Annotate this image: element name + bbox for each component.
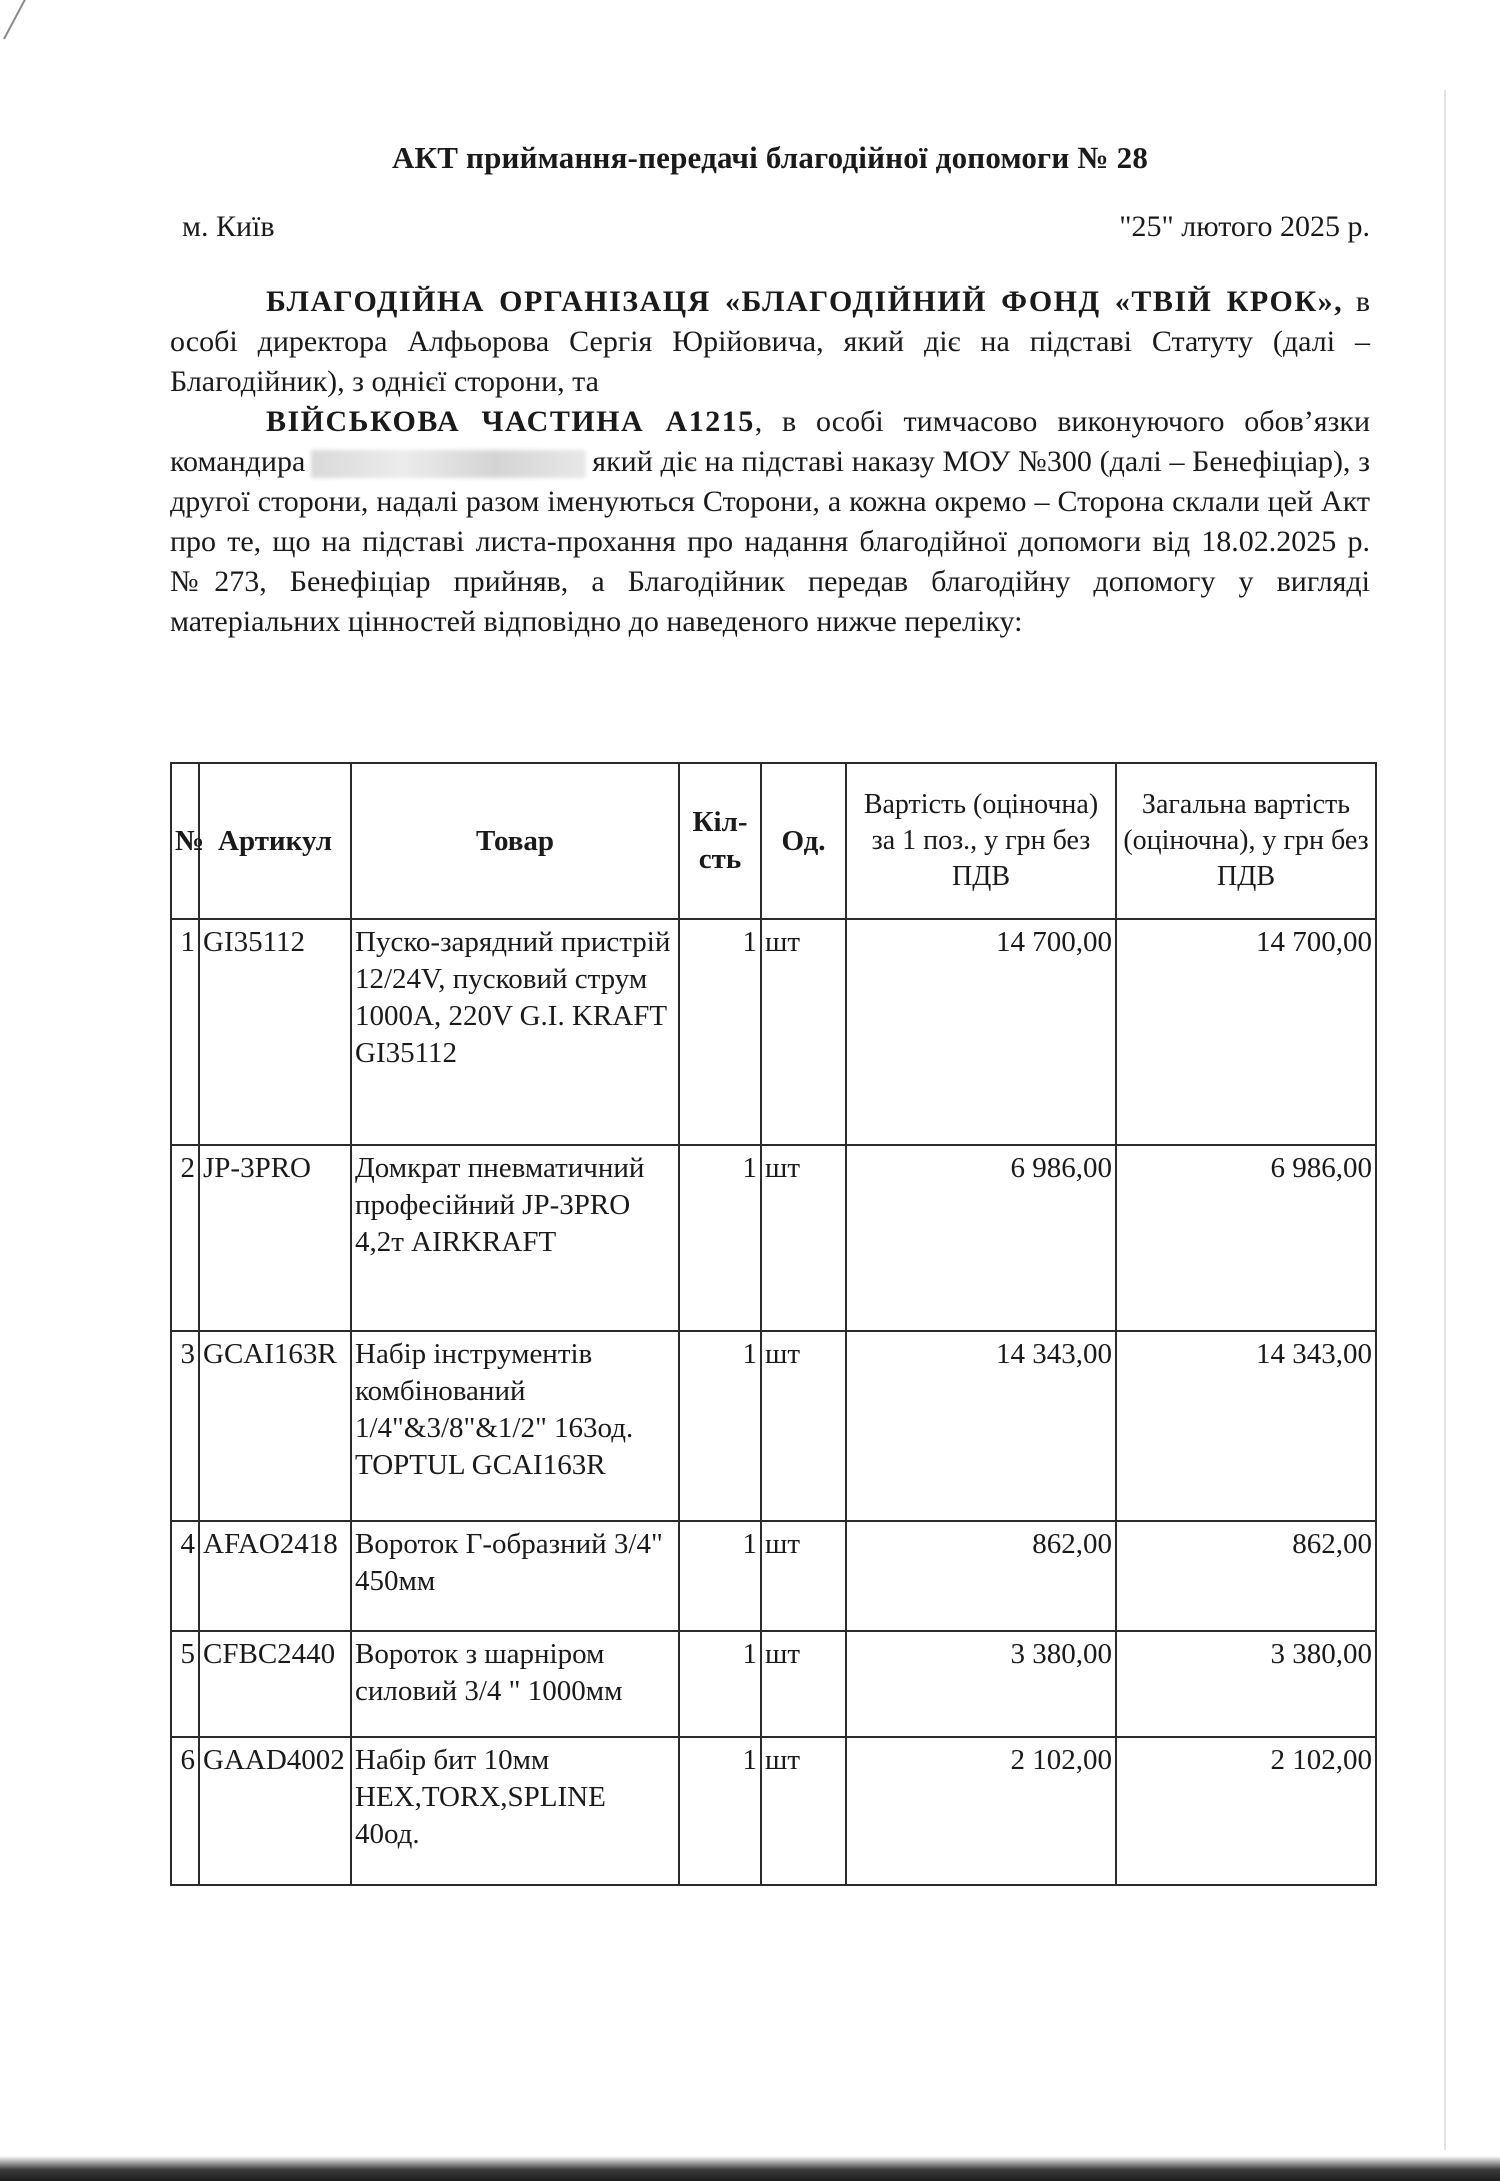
row-article: CFBC2440: [199, 1631, 351, 1737]
row-unit: шт: [761, 919, 846, 1145]
row-unit: шт: [761, 1737, 846, 1885]
row-product: Пуско-зарядний пристрій 12/24V, пусковий струм 1000А, 220V G.I. KRAFT GI35112: [351, 919, 679, 1145]
row-total: 862,00: [1116, 1521, 1376, 1631]
row-qty: 1: [679, 1737, 761, 1885]
table-header-row: [171, 763, 1376, 919]
table-row: [171, 919, 1376, 1145]
row-num: 5: [171, 1631, 199, 1737]
row-total: 14 700,00: [1116, 919, 1376, 1145]
scan-bottom-shadow: [0, 2156, 1500, 2181]
row-num: 1: [171, 919, 199, 1145]
row-price: 862,00: [846, 1521, 1116, 1631]
row-article: JP-3PRO: [199, 1145, 351, 1331]
document-date: "25" лютого 2025 р.: [1119, 210, 1370, 243]
place-date-line: [170, 210, 1370, 244]
header-total: Загальна вартість (оціночна), у грн без ПДВ: [1116, 763, 1376, 919]
row-product: Вороток з шарніром силовий 3/4 " 1000мм: [351, 1631, 679, 1737]
page-corner-mark: [3, 0, 38, 39]
table-row: [171, 1331, 1376, 1521]
benefactor-name: БЛАГОДІЙНА ОРГАНІЗАЦЯ «БЛАГОДІЙНИЙ ФОНД «ТВІЙ КРОК»,: [266, 285, 1344, 318]
row-price: 2 102,00: [846, 1737, 1116, 1885]
row-num: 6: [171, 1737, 199, 1885]
row-price: 14 343,00: [846, 1331, 1116, 1521]
row-article: GI35112: [199, 919, 351, 1145]
row-total: 3 380,00: [1116, 1631, 1376, 1737]
city: м. Київ: [182, 210, 275, 243]
row-article: GCAI163R: [199, 1331, 351, 1521]
row-price: 6 986,00: [846, 1145, 1116, 1331]
row-qty: 1: [679, 1145, 761, 1331]
header-price: Вартість (оціночна) за 1 поз., у грн без ПДВ: [846, 763, 1116, 919]
row-qty: 1: [679, 919, 761, 1145]
beneficiary-text-after: який діє на підставі наказу МОУ №300 (далі – Бенефіціар), з другої сторони, надалі разом іменуються Сторони, а кожна окремо – Сторона склали цей Акт про те, що на підставі листа-прохання про надання благодійної допомоги від 18.02.2025 р. №273, Бенефіціар прийняв, а Благодійник передав благодійну допомогу у вигляді матеріальних цінностей відповідно до наведеного нижче переліку:: [170, 445, 1370, 638]
table-row: [171, 1631, 1376, 1737]
beneficiary-name: ВІЙСЬКОВА ЧАСТИНА А1215: [266, 405, 755, 438]
table-row: [171, 1145, 1376, 1331]
row-num: 4: [171, 1521, 199, 1631]
header-num: №: [171, 763, 199, 919]
benefactor-text: в особі директора Алфьорова Сергія Юрійовича, який діє на підставі Статуту (далі – Благодійник), з однієї сторони, та: [170, 285, 1370, 398]
table-row: [171, 1521, 1376, 1631]
row-unit: шт: [761, 1145, 846, 1331]
row-product: Набір бит 10мм HEX,TORX,SPLINE 40од.: [351, 1737, 679, 1885]
header-product: Товар: [351, 763, 679, 919]
redacted-name: [311, 450, 586, 478]
row-product: Домкрат пневматичний професійний JP-3PRO 4,2т AIRKRAFT: [351, 1145, 679, 1331]
row-product: Набір інструментів комбінований 1/4"&3/8"&1/2" 163од. TOPTUL GCAI163R: [351, 1331, 679, 1521]
row-article: GAAD4002: [199, 1737, 351, 1885]
row-num: 2: [171, 1145, 199, 1331]
paper-edge: [1444, 90, 1446, 2150]
row-qty: 1: [679, 1631, 761, 1737]
row-total: 2 102,00: [1116, 1737, 1376, 1885]
row-qty: 1: [679, 1331, 761, 1521]
goods-table: [170, 762, 1377, 1886]
row-total: 14 343,00: [1116, 1331, 1376, 1521]
row-price: 14 700,00: [846, 919, 1116, 1145]
row-price: 3 380,00: [846, 1631, 1116, 1737]
header-article: Артикул: [199, 763, 351, 919]
row-article: AFAO2418: [199, 1521, 351, 1631]
header-qty: Кіл-сть: [679, 763, 761, 919]
row-product: Вороток Г-образний 3/4" 450мм: [351, 1521, 679, 1631]
row-unit: шт: [761, 1331, 846, 1521]
paragraph-beneficiary: [170, 402, 1370, 642]
row-total: 6 986,00: [1116, 1145, 1376, 1331]
beneficiary-text-before: , в особі тимчасово виконуючого обов’язки командира: [170, 405, 1371, 478]
paragraph-benefactor: [170, 282, 1370, 402]
row-unit: шт: [761, 1521, 846, 1631]
document-title: АКТ приймання-передачі благодійної допомоги № 28: [391, 140, 1149, 175]
table-row: [171, 1737, 1376, 1885]
document-body: [170, 140, 1370, 642]
header-unit: Од.: [761, 763, 846, 919]
row-num: 3: [171, 1331, 199, 1521]
row-qty: 1: [679, 1521, 761, 1631]
row-unit: шт: [761, 1631, 846, 1737]
